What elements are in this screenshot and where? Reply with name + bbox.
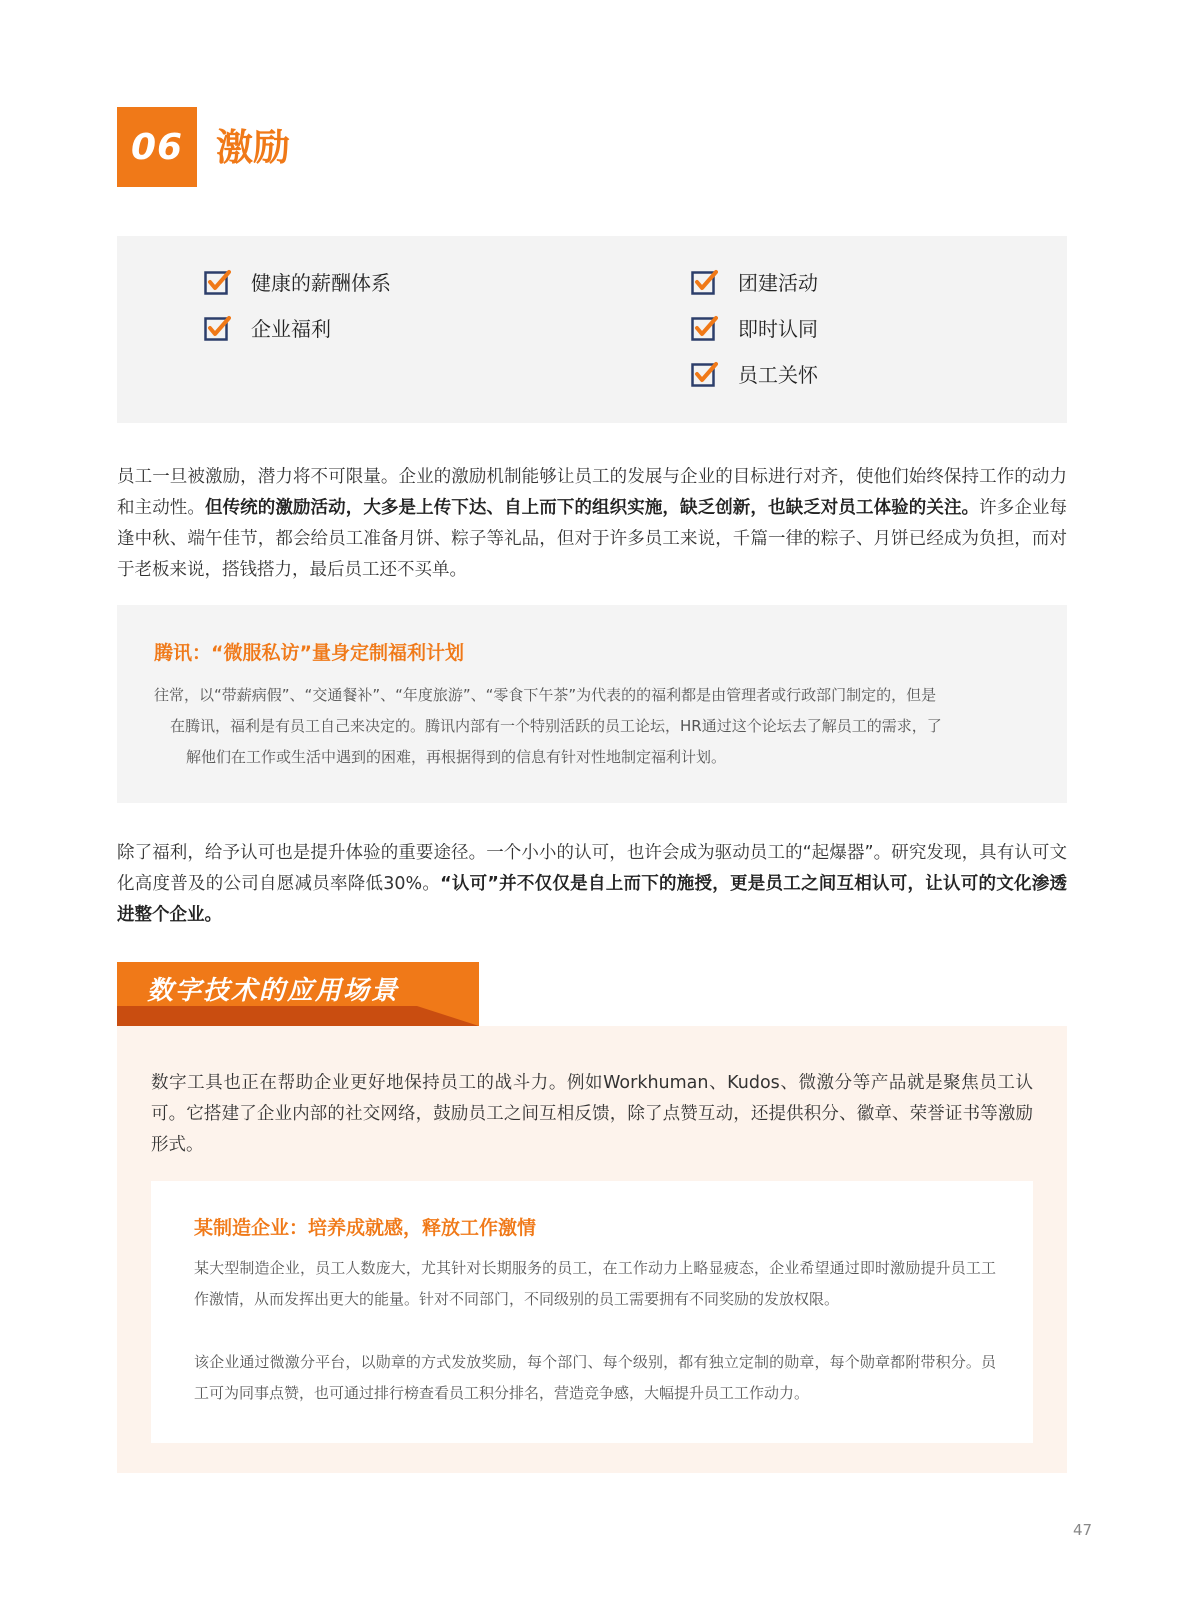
case-paragraph: 该企业通过微激分平台，以勋章的方式发放奖励，每个部门、每个级别，都有独立定制的勋章，每个勋章都附带积分。员工可为同事点赞，也可通过排行榜查看员工积分排名，营造竞争感，大幅提升员工工作动力。 — [194, 1353, 996, 1402]
case-card-manufacturer — [151, 1181, 1033, 1443]
checkbox-checked-icon — [204, 315, 229, 340]
checkbox-checked-icon — [691, 361, 716, 386]
section-number-badge — [117, 107, 197, 187]
checkbox-checked-icon — [204, 269, 229, 294]
checklist-item: 健康的薪酬体系 — [204, 266, 391, 296]
recognition-paragraph: 除了福利，给予认可也是提升体验的重要途径。一个小小的认可，也许会成为驱动员工的“起爆器”。研究发现，具有认可文化高度普及的公司自愿减员率降低30%。“认可”并不仅仅是自上而下的施授，更是员工之间互相认可，让认可的文化渗透进整个企业。 — [117, 843, 1067, 925]
section-number: 06 — [130, 126, 184, 168]
checkbox-checked-icon — [691, 269, 716, 294]
case-text-line: 往常，以“带薪病假”、“交通餐补”、“年度旅游”、“零食下午茶”为代表的的福利都是由管理者或行政部门制定的，但是 — [154, 686, 937, 704]
checklist-item: 员工关怀 — [691, 358, 818, 388]
checklist-right-column — [691, 266, 818, 388]
banner-title: 数字技术的应用场景 — [147, 976, 400, 1006]
case-paragraph: 某大型制造企业，员工人数庞大，尤其针对长期服务的员工，在工作动力上略显疲态，企业希望通过即时激励提升员工工作激情，从而发挥出更大的能量。针对不同部门，不同级别的员工需要拥有不同奖励的发放权限。 — [194, 1259, 996, 1308]
checklist-item: 团建活动 — [691, 266, 818, 296]
case-title: 某制造企业：培养成就感，释放工作激情 — [194, 1217, 537, 1239]
digital-intro-paragraph: 数字工具也正在帮助企业更好地保持员工的战斗力。例如Workhuman、Kudos、微激分等产品就是聚焦员工认可。它搭建了企业内部的社交网络，鼓励员工之间互相反馈，除了点赞互动，还提供积分、徽章、荣誉证书等激励形式。 — [151, 1073, 1033, 1155]
case-title: 腾讯：“微服私访”量身定制福利计划 — [154, 642, 464, 664]
case-text-line: 在腾讯，福利是有员工自己来决定的。腾讯内部有一个特别活跃的员工论坛，HR通过这个论坛去了解员工的需求，了 — [170, 717, 942, 735]
checkbox-checked-icon — [691, 315, 716, 340]
checklist-panel — [117, 236, 1067, 423]
checklist-item: 即时认同 — [691, 312, 818, 342]
case-text-line: 解他们在工作或生活中遇到的困难，再根据得到的信息有针对性地制定福利计划。 — [186, 748, 727, 766]
section-banner — [117, 962, 479, 1026]
checklist-item: 企业福利 — [204, 312, 391, 342]
page-number: 47 — [1073, 1521, 1093, 1539]
case-box-tencent — [117, 605, 1067, 803]
checklist-left-column — [204, 266, 391, 342]
intro-paragraph: 员工一旦被激励，潜力将不可限量。企业的激励机制能够让员工的发展与企业的目标进行对齐，使他们始终保持工作的动力和主动性。但传统的激励活动，大多是上传下达、自上而下的组织实施，缺乏创新，也缺乏对员工体验的关注。许多企业每逢中秋、端午佳节，都会给员工准备月饼、粽子等礼品，但对于许多员工来说，千篇一律的粽子、月饼已经成为负担，而对于老板来说，搭钱搭力，最后员工还不买单。 — [117, 467, 1068, 580]
section-title: 激励 — [216, 126, 290, 169]
